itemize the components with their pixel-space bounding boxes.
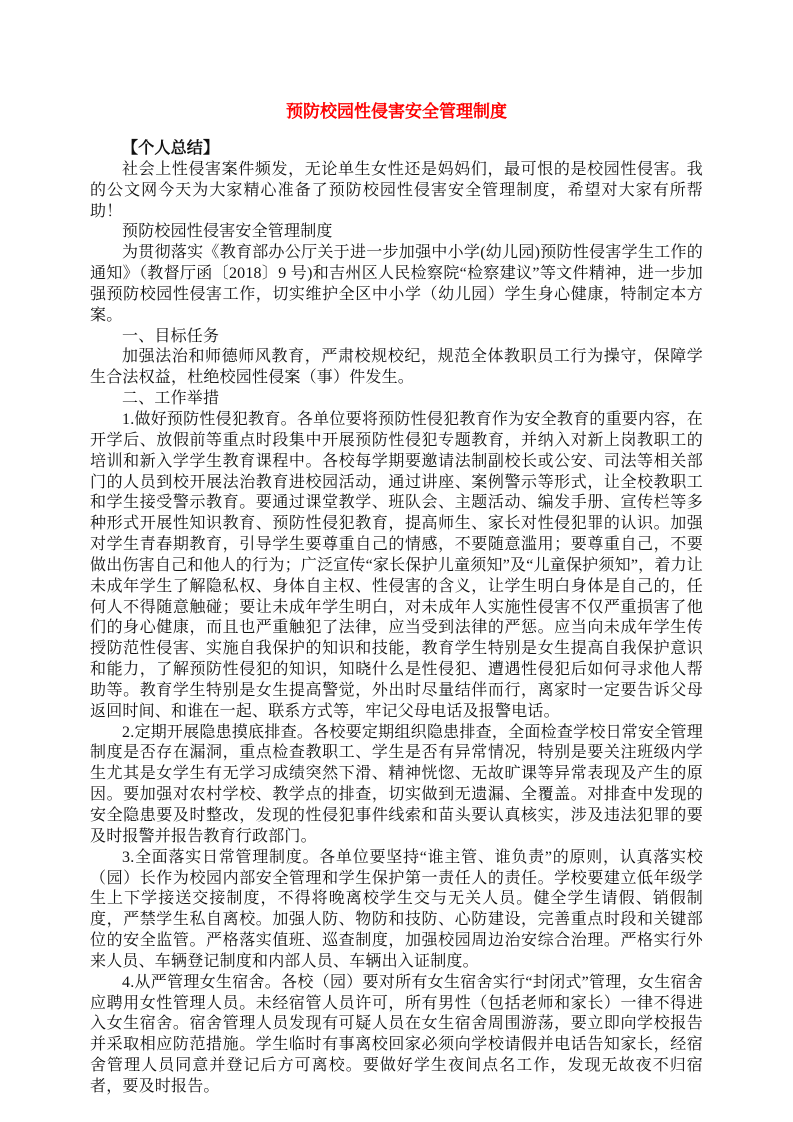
paragraph-measure-3-daily-management: 3.全面落实日常管理制度。各单位要坚持“谁主管、谁负责”的原则，认真落实校（园）长作为校园内部安全管理和学生保护第一责任人的责任。学校要建立低年级学生上下学接送交接制度，不得将晚离校学生交与无关人员。健全学生请假、销假制度，严禁学生私自离校。加强人防、物防和技防、心防建设，完善重点时段和关键部位的安全监管。严格落实值班、巡查制度，加强校园周边治安综合治理。严格实行外来人员、车辆登记制度和内部人员、车辆出入证制度。 [90,848,703,970]
paragraph-measure-1-education: 1.做好预防性侵犯教育。各单位要将预防性侵犯教育作为安全教育的重要内容，在开学后、放假前等重点时段集中开展预防性侵犯专题教育，并纳入对新上岗教职工的培训和新入学学生教育课程中。各校每学期要邀请法制副校长或公安、司法等相关部门的人员到校开展法治教育进校园活动，通过讲座、案例警示等形式，让全校教职工和学生接受警示教育。要通过课堂教学、班队会、主题活动、编发手册、宣传栏等多种形式开展性知识教育、预防性侵犯教育，提高师生、家长对性侵犯罪的认识。加强对学生青春期教育，引导学生要尊重自己的情感，不要随意滥用；要尊重自己，不要做出伤害自己和他人的行为；广泛宣传“家长保护儿童须知”及“儿童保护须知”，着力让未成年学生了解隐私权、身体自主权、性侵害的含义，让学生明白身体是自己的，任何人不得随意触碰；要让未成年学生明白，对未成年人实施性侵害不仅严重损害了他们的身心健康，而且也严重触犯了法律，应当受到法律的严惩。应当向未成年学生传授防范性侵害、实施自我保护的知识和技能，教育学生特别是女生提高自我保护意识和能力，了解预防性侵犯的知识，知晓什么是性侵犯、遭遇性侵犯后如何寻求他人帮助等。教育学生特别是女生提高警觉，外出时尽量结伴而行，离家时一定要告诉父母返回时间、和谁在一起、联系方式等，牢记父母电话及报警电话。 [90,410,703,720]
heading-section-2-measures: 二、工作举措 [122,390,220,408]
paragraph-subtitle: 预防校园性侵害安全管理制度 [122,223,333,241]
paragraph-policy-basis: 为贯彻落实《教育部办公厅关于进一步加强中小学(幼儿园)预防性侵害学生工作的通知》（教督厅函〔2018〕9 号)和吉州区人民检察院“检察建议”等文件精神，进一步加强预防校园性侵害工作，切实维护全区中小学（幼儿园）学生身心健康，特制定本方案。 [90,244,703,324]
paragraph-measure-4-dormitory: 4.从严管理女生宿舍。各校（园）要对所有女生宿舍实行“封闭式”管理，女生宿舍应聘用女性管理人员。未经宿管人员许可，所有男性（包括老师和家长）一律不得进入女生宿舍。宿舍管理人员发现有可疑人员在女生宿舍周围游荡，要立即向学校报告并采取相应防范措施。学生临时有事离校回家必须向学校请假并电话告知家长，经宿舍管理人员同意并登记后方可离校。要做好学生夜间点名工作，发现无故夜不归宿者，要及时报告。 [90,973,703,1095]
paragraph-personal-summary-label: 【个人总结】 [122,140,220,157]
paragraph-intro: 社会上性侵害案件频发，无论单生女性还是妈妈们，最可恨的是校园性侵害。我的公文网今天为大家精心准备了预防校园性侵害安全管理制度，希望对大家有所帮助！ [90,160,703,220]
document-content [90,99,703,1098]
document-title: 预防校园性侵害安全管理制度 [286,102,507,121]
paragraph-measure-2-inspection: 2.定期开展隐患摸底排查。各校要定期组织隐患排查，全面检查学校日常安全管理制度是否存在漏洞，重点检查教职工、学生是否有异常情况，特别是要关注班级内学生尤其是女学生有无学习成绩突然下滑、精神恍惚、无故旷课等异常表现及产生的原因。要加强对农村学校、教学点的排查，切实做到无遗漏、全覆盖。对排查中发现的安全隐患要及时整改，发现的性侵犯事件线索和苗头要认真核实，涉及违法犯罪的要及时报警并报告教育行政部门。 [90,723,703,845]
paragraph-goals-body: 加强法治和师德师风教育，严肃校规校纪，规范全体教职员工行为操守，保障学生合法权益，杜绝校园性侵案（事）件发生。 [90,348,703,387]
heading-section-1-goals: 一、目标任务 [122,327,220,345]
